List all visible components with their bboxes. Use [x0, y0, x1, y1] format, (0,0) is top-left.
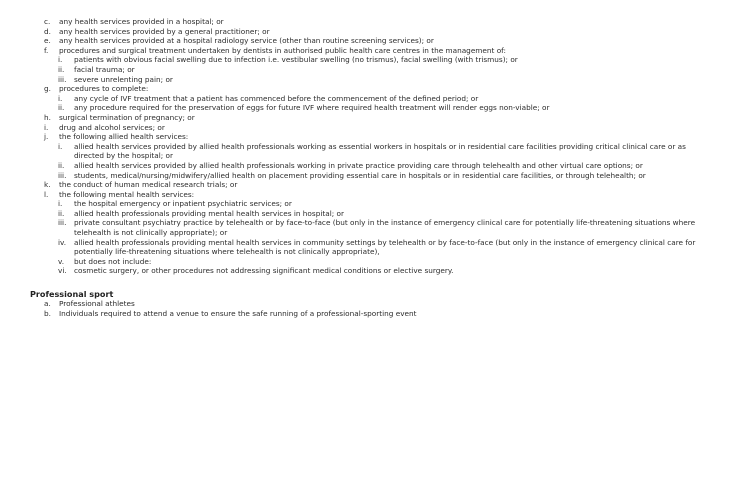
sub-list-marker: i.: [58, 55, 63, 65]
sub-list-item: [0, 75, 740, 85]
list-marker: j.: [44, 132, 49, 142]
list-item: [0, 309, 740, 319]
list-item-text: drug and alcohol services; or: [59, 122, 165, 132]
list-item: [0, 190, 740, 200]
sub-list-marker: iv.: [58, 237, 67, 247]
list-marker: h.: [44, 112, 51, 122]
sub-list-item: [0, 142, 740, 161]
list-item-text: the following allied health services:: [59, 132, 189, 142]
list-item-text: procedures to complete:: [59, 84, 149, 94]
sub-list-item-text: but does not include:: [74, 256, 152, 266]
list-marker: a.: [44, 299, 51, 308]
sub-list-item-text: students, medical/nursing/midwifery/allied health on placement providing essential care in hospitals or in residential care facilities, or through telehealth; or: [74, 170, 646, 180]
list-item-text: Individuals required to attend a venue to ensure the safe running of a professional-sporting event: [59, 308, 417, 318]
list-marker: f.: [44, 45, 49, 55]
sub-list-item-text: patients with obvious facial swelling due to infection i.e. vestibular swelling (no trismus), facial swelling (with trismus); or: [74, 55, 518, 65]
sub-list-marker: ii.: [58, 103, 65, 113]
list-item-text: procedures and surgical treatment undertaken by dentists in authorised public health care centres in the management of:: [59, 45, 506, 55]
sub-list-marker: vi.: [58, 266, 67, 276]
sub-list-item-text: cosmetic surgery, or other procedures not addressing significant medical conditions or elective surgery.: [74, 266, 454, 276]
list-item: [0, 84, 740, 94]
sub-list-marker: ii.: [58, 64, 65, 74]
list-item: [0, 113, 740, 123]
sub-list-marker: ii.: [58, 160, 65, 170]
list-item: [0, 36, 740, 46]
list-item: [0, 299, 740, 309]
sub-list-item: [0, 103, 740, 113]
list-item: [0, 180, 740, 190]
section-heading: Professional sport: [30, 289, 114, 299]
sub-list-marker: i.: [58, 141, 63, 151]
list-item-text: any health services provided in a hospital; or: [59, 17, 224, 26]
list-item: [0, 46, 740, 56]
sub-list-item-text: allied health professionals providing mental health services in community settings by telehealth or by face-to-face (but only in the instance of emergency clinical care for potentially life-threatening situations where telehealth is not clinically appropriate),: [74, 237, 696, 257]
list-item-text: the following mental health services:: [59, 189, 195, 199]
sub-list-item-text: severe unrelenting pain; or: [74, 74, 173, 84]
sub-list-item: [0, 65, 740, 75]
list-marker: k.: [44, 180, 51, 190]
sub-list-marker: i.: [58, 93, 63, 103]
list-item: [0, 17, 740, 27]
list-item-text: any health services provided at a hospital radiology service (other than routine screening services); or: [59, 36, 434, 46]
sub-list-item-text: any cycle of IVF treatment that a patient has commenced before the commencement of the defined period; or: [74, 93, 479, 103]
list-marker: d.: [44, 26, 51, 36]
list-item: [0, 132, 740, 142]
list-marker: i.: [44, 122, 49, 132]
list-marker: e.: [44, 36, 51, 46]
list-item-text: the conduct of human medical research trials; or: [59, 180, 238, 190]
list-item-text: surgical termination of pregnancy; or: [59, 112, 195, 122]
sub-list-item: [0, 94, 740, 104]
list-item: [0, 123, 740, 133]
sub-list-item: [0, 238, 740, 257]
list-item: [0, 27, 740, 37]
sub-list-marker: ii.: [58, 208, 65, 218]
sub-list-marker: i.: [58, 199, 63, 209]
sub-list-item: [0, 209, 740, 219]
sub-list-item-text: facial trauma; or: [74, 64, 135, 74]
sub-list-item: [0, 161, 740, 171]
sub-list-item: [0, 171, 740, 181]
health-services-list: [0, 17, 740, 276]
list-item-text: Professional athletes: [59, 299, 135, 308]
list-marker: b.: [44, 308, 51, 318]
sub-list-item: [0, 199, 740, 209]
list-marker: g.: [44, 84, 51, 94]
sub-list-item-text: any procedure required for the preservation of eggs for future IVF where required health treatment will render eggs non-viable; or: [74, 103, 550, 113]
sub-list-item-text: the hospital emergency or inpatient psychiatric services; or: [74, 199, 292, 209]
sub-list-item-text: allied health services provided by allied health professionals working in private practice providing care through telehealth and other virtual care options; or: [74, 160, 643, 170]
sub-list-item: [0, 257, 740, 267]
sub-list-item: [0, 266, 740, 276]
sub-list-item: [0, 55, 740, 65]
sub-list-item: [0, 218, 740, 237]
sub-list-item-text: private consultant psychiatry practice by telehealth or by face-to-face (but only in the instance of emergency clinical care for potentially life-threatening situations where telehealth is not clinically appropriate); or: [74, 218, 696, 238]
list-item-text: any health services provided by a general practitioner; or: [59, 26, 270, 36]
list-marker: l.: [44, 189, 49, 199]
sub-list-marker: iii.: [58, 218, 67, 228]
sub-list-item-text: allied health services provided by allied health professionals working as essential workers in hospitals or in residential care facilities providing critical clinical care or as directed by the hospital; or: [74, 141, 686, 161]
list-marker: c.: [44, 17, 51, 26]
sub-list-item-text: allied health professionals providing mental health services in hospital; or: [74, 208, 344, 218]
sub-list-marker: v.: [58, 256, 65, 266]
sub-list-marker: iii.: [58, 170, 67, 180]
sub-list-marker: iii.: [58, 74, 67, 84]
professional-sport-list: [0, 299, 740, 318]
